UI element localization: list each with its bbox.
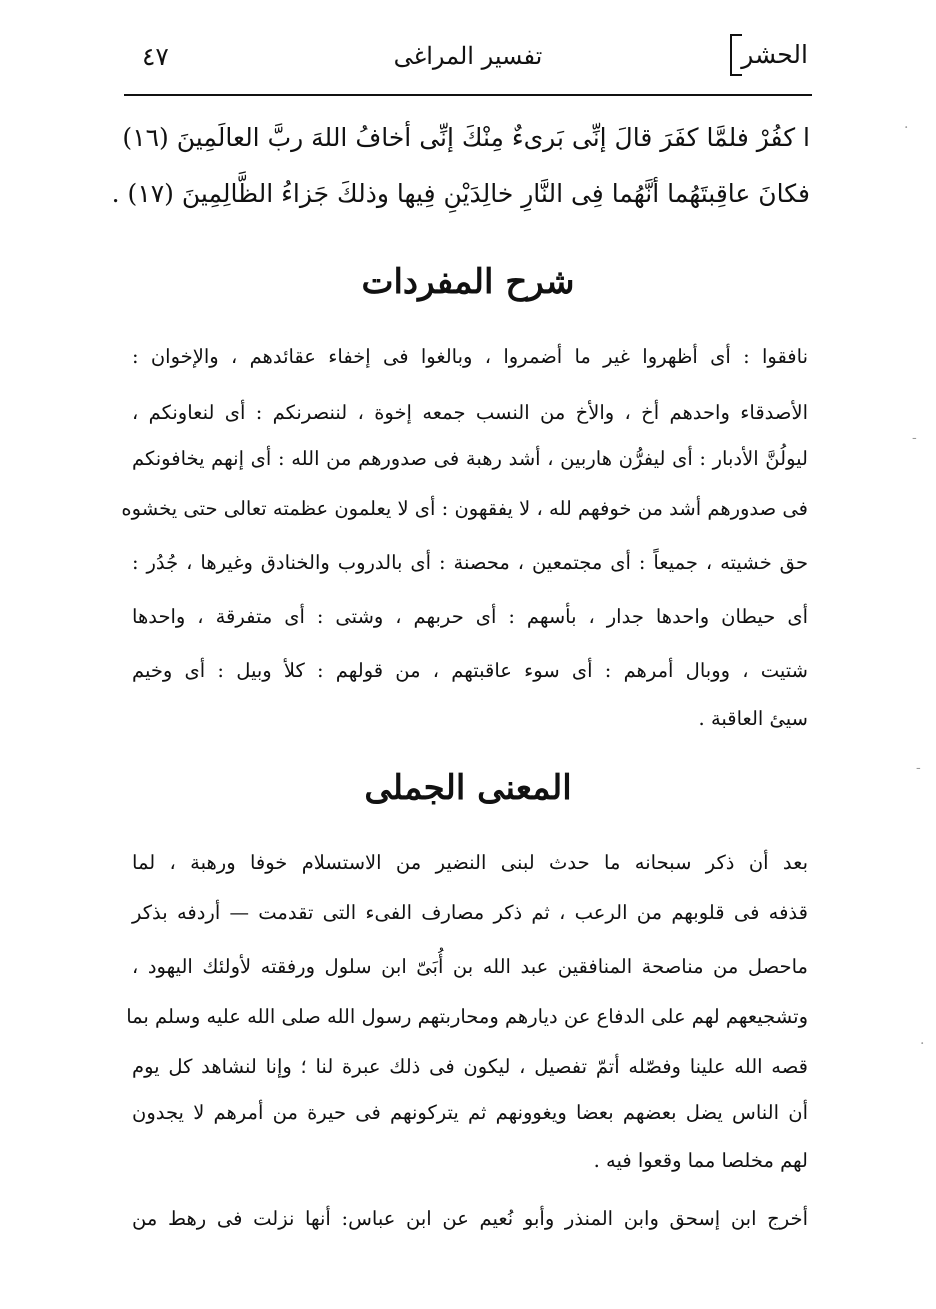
margin-speck: ·	[904, 120, 909, 136]
margin-speck: ·	[920, 1036, 925, 1052]
running-header	[128, 30, 808, 94]
page-number: ٤٧	[142, 42, 169, 71]
margin-speck: -	[916, 760, 921, 776]
meaning-line: أن الناس يضل بعضهم بعضا ويغوونهم ثم يتركونهم فى حيرة من أمرهم لا يجدون	[132, 1101, 808, 1124]
meaning-line: ماحصل من مناصحة المنافقين عبد الله بن أُبَىّ ابن سلول ورفقته لأولئك اليهود ،	[132, 955, 808, 978]
section-heading-general-meaning: المعنى الجملى	[364, 768, 572, 808]
margin-speck: -	[912, 430, 917, 446]
meaning-line: قذفه فى قلوبهم من الرعب ، ثم ذكر مصارف الفىء التى تقدمت — أردفه بذكر	[132, 901, 808, 924]
header-surah-name: الحشر	[741, 40, 808, 69]
continuation-line: أخرج ابن إسحق وابن المنذر وأبو نُعيم عن ابن عباس: أنها نزلت فى رهط من	[132, 1207, 808, 1230]
meaning-line: وتشجيعهم لهم على الدفاع عن ديارهم ومحاربتهم رسول الله صلى الله عليه وسلم بما	[126, 1005, 808, 1028]
vocabulary-line: أى حيطان واحدها جدار ، بأسهم : أى حربهم ، وشتى : أى متفرقة ، واحدها	[132, 605, 808, 628]
header-book-title: تفسير المراغى	[393, 42, 543, 70]
vocabulary-line: شتيت ، ووبال أمرهم : أى سوء عاقبتهم ، من قولهم : كلأ وبيل : أى وخيم	[132, 659, 808, 682]
meaning-line: بعد أن ذكر سبحانه ما حدث لبنى النضير من الاستسلام خوفا ورهبة ، لما	[132, 851, 808, 874]
vocabulary-line: نافقوا : أى أظهروا غير ما أضمروا ، وبالغوا فى إخفاء عقائدهم ، والإخوان :	[132, 345, 808, 368]
meaning-line: لهم مخلصا مما وقعوا فيه .	[593, 1149, 808, 1172]
section-heading-vocabulary: شرح المفردات	[361, 262, 575, 302]
vocabulary-line: فى صدورهم أشد من خوفهم لله ، لا يفقهون : أى لا يعلمون عظمته تعالى حتى يخشوه	[121, 497, 808, 520]
header-rule	[124, 94, 812, 96]
verse-line: فكانَ عاقِبتَهُما أنَّهُما فِى النَّارِ خالِدَيْنِ فِيها وذلكَ جَزاءُ الظَّالِمِينَ (١٧) .	[111, 179, 810, 208]
meaning-line: قصه الله علينا وفصّله أتمّ تفصيل ، ليكون فى ذلك عبرة لنا ؛ وإنا لنشاهد كل يوم	[132, 1055, 808, 1078]
vocabulary-line: سيئ العاقبة .	[698, 707, 808, 730]
vocabulary-line: ليولُنَّ الأدبار : أى ليفرُّن هاربين ، أشد رهبة فى صدورهم من الله : أى إنهم يخافونكم	[132, 447, 808, 470]
vocabulary-line: الأصدقاء واحدهم أخ ، والأخ من النسب جمعه إخوة ، لننصرنكم : أى لنعاونكم ،	[132, 401, 808, 424]
verse-line: ا كفُرْ فلمَّا كفَرَ قالَ إنِّى بَرىءٌ مِنْكَ إنِّى أخافُ اللهَ ربَّ العالَمِينَ (١٦)	[122, 123, 810, 152]
vocabulary-line: حق خشيته ، جميعاً : أى مجتمعين ، محصنة : أى بالدروب والخنادق وغيرها ، جُدُر :	[132, 551, 808, 574]
